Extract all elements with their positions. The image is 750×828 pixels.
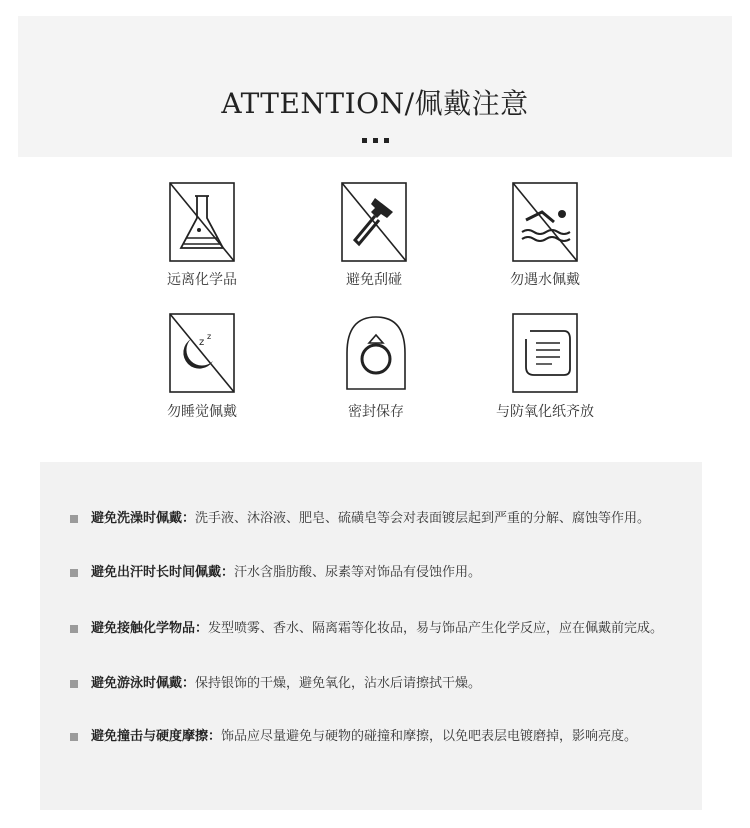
note-title: 避免洗澡时佩戴： [91,511,196,526]
square-bullet-icon [70,515,78,523]
svg-text:z: z [199,337,205,348]
square-bullet-icon [70,625,78,633]
note-title: 避免接触化学物品： [91,621,209,636]
icon-label: 与防氧化纸齐放 [496,404,594,420]
icon-label: 勿遇水佩戴 [510,272,580,288]
notes-panel [40,462,702,810]
note-text: 洗手液、沐浴液、肥皂、硫磺皂等会对表面镀层起到严重的分解、腐蚀等作用。 [195,511,651,526]
note-text: 保持银饰的干燥，避免氧化，沾水后请擦拭干燥。 [195,676,482,691]
title-separator: / [404,87,415,120]
note-text: 汗水含脂肪酸、尿素等对饰品有侵蚀作用。 [234,565,482,580]
note-text: 发型喷雾、香水、隔离霜等化妆品，易与饰品产生化学反应，应在佩戴前完成。 [208,621,664,636]
svg-text:z: z [207,332,212,341]
note-title: 避免游泳时佩戴： [91,676,196,691]
sealed-bag-ring-icon [343,313,409,393]
anti-oxidation-paper-icon [512,313,578,393]
note-text: 饰品应尽量避免与硬物的碰撞和摩擦，以免吧表层电镀磨掉，影响亮度。 [221,729,638,744]
icon-label: 远离化学品 [167,272,237,288]
square-bullet-icon [70,733,78,741]
icon-label: 勿睡觉佩戴 [167,404,237,420]
title-dots [0,128,750,147]
sleep-moon-icon [169,313,235,393]
swimming-icon [512,182,578,262]
icon-label: 密封保存 [348,404,404,420]
note-title: 避免出汗时长时间佩戴： [91,565,235,580]
page-title [0,82,750,122]
square-bullet-icon [70,680,78,688]
title-cn: 佩戴注意 [414,87,529,120]
note-title: 避免撞击与硬度摩擦： [91,729,222,744]
square-bullet-icon [70,569,78,577]
hammer-icon [341,182,407,262]
icon-label: 避免刮碰 [346,272,402,288]
chemical-flask-icon [169,182,235,262]
title-en: ATTENTION [221,87,405,120]
